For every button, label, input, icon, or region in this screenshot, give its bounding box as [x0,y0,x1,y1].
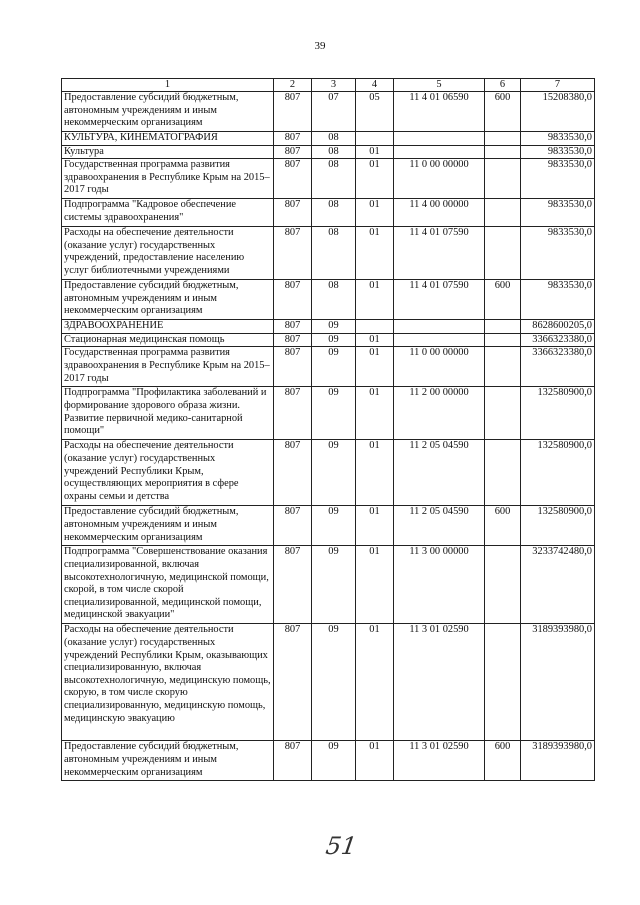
row-name-cell: Предоставление субсидий бюджетным, автономным учреждениям и иным некоммерческим организациям [62,506,274,546]
target-article-cell: 11 4 01 07590 [394,280,485,320]
row-name-cell: ЗДРАВООХРАНЕНИЕ [62,320,274,334]
row-name-cell: КУЛЬТУРА, КИНЕМАТОГРАФИЯ [62,132,274,146]
amount-cell: 132580900,0 [521,506,595,546]
amount-cell: 9833530,0 [521,227,595,280]
handwritten-page-number: 51 [324,832,359,860]
subsection-code-cell: 01 [356,506,394,546]
expense-type-cell: 600 [485,280,521,320]
table-row [62,320,595,334]
ministry-code-cell: 807 [274,132,312,146]
column-header: 2 [274,79,312,92]
row-name-cell: Расходы на обеспечение деятельности (оказание услуг) государственных учреждений Республики Крым, оказывающих специализированную, включая высокотехнологичную, медицинскую помощь, скорую, в том числе скорую специализированную, медицинскую помощь, медицинскую эвакуацию [62,624,274,741]
expense-type-cell [485,159,521,199]
ministry-code-cell: 807 [274,159,312,199]
amount-cell: 9833530,0 [521,280,595,320]
section-code-cell: 08 [312,145,356,159]
row-name-cell: Расходы на обеспечение деятельности (оказание услуг) государственных учреждений, предоставление населению услуг библиотечными учреждениями [62,227,274,280]
table-row [62,227,595,280]
subsection-code-cell: 01 [356,159,394,199]
section-code-cell: 09 [312,320,356,334]
row-name-cell: Государственная программа развития здравоохранения в Республике Крым на 2015–2017 годы [62,159,274,199]
expense-type-cell [485,132,521,146]
ministry-code-cell: 807 [274,199,312,227]
section-code-cell: 09 [312,741,356,781]
ministry-code-cell: 807 [274,227,312,280]
column-header: 1 [62,79,274,92]
section-code-cell: 09 [312,506,356,546]
target-article-cell: 11 2 05 04590 [394,506,485,546]
table-row [62,199,595,227]
table-row [62,159,595,199]
subsection-code-cell: 05 [356,92,394,132]
amount-cell: 8628600205,0 [521,320,595,334]
section-code-cell: 09 [312,387,356,440]
section-code-cell: 08 [312,280,356,320]
expense-type-cell [485,320,521,334]
section-code-cell: 09 [312,440,356,506]
amount-cell: 3233742480,0 [521,546,595,624]
section-code-cell: 08 [312,132,356,146]
ministry-code-cell: 807 [274,145,312,159]
amount-cell: 132580900,0 [521,387,595,440]
amount-cell: 9833530,0 [521,145,595,159]
target-article-cell: 11 0 00 00000 [394,159,485,199]
target-article-cell: 11 3 01 02590 [394,741,485,781]
expense-type-cell [485,333,521,347]
ministry-code-cell: 807 [274,280,312,320]
target-article-cell [394,333,485,347]
ministry-code-cell: 807 [274,92,312,132]
subsection-code-cell: 01 [356,440,394,506]
table-row [62,387,595,440]
section-code-cell: 09 [312,347,356,387]
target-article-cell: 11 3 01 02590 [394,624,485,741]
amount-cell: 3366323380,0 [521,347,595,387]
column-header: 4 [356,79,394,92]
subsection-code-cell: 01 [356,333,394,347]
expense-type-cell [485,145,521,159]
table-row [62,145,595,159]
row-name-cell: Расходы на обеспечение деятельности (оказание услуг) государственных учреждений Республики Крым, осуществляющих мероприятия в сфере охраны семьи и детства [62,440,274,506]
target-article-cell [394,320,485,334]
ministry-code-cell: 807 [274,333,312,347]
subsection-code-cell: 01 [356,347,394,387]
section-code-cell: 09 [312,333,356,347]
target-article-cell [394,132,485,146]
expense-type-cell [485,624,521,741]
amount-cell: 3366323380,0 [521,333,595,347]
amount-cell: 15208380,0 [521,92,595,132]
expense-type-cell [485,440,521,506]
table-row [62,132,595,146]
amount-cell: 132580900,0 [521,440,595,506]
budget-table [61,78,595,781]
table-row [62,624,595,741]
column-number-row [62,79,595,92]
subsection-code-cell: 01 [356,546,394,624]
subsection-code-cell: 01 [356,280,394,320]
expense-type-cell [485,387,521,440]
subsection-code-cell [356,320,394,334]
target-article-cell: 11 4 01 07590 [394,227,485,280]
column-header: 6 [485,79,521,92]
row-name-cell: Стационарная медицинская помощь [62,333,274,347]
column-header: 5 [394,79,485,92]
subsection-code-cell: 01 [356,145,394,159]
subsection-code-cell: 01 [356,227,394,280]
row-name-cell: Подпрограмма "Профилактика заболеваний и формирование здорового образа жизни. Развитие первичной медико-санитарной помощи" [62,387,274,440]
subsection-code-cell: 01 [356,624,394,741]
table-row [62,741,595,781]
row-name-cell: Подпрограмма "Совершенствование оказания специализированной, включая высокотехнологичную, медицинской помощи, скорой, в том числе скорой специализированной, медицинской помощи, медицинской эвакуации" [62,546,274,624]
subsection-code-cell [356,132,394,146]
ministry-code-cell: 807 [274,347,312,387]
table-row [62,546,595,624]
table-row [62,333,595,347]
ministry-code-cell: 807 [274,506,312,546]
row-name-cell: Предоставление субсидий бюджетным, автономным учреждениям и иным некоммерческим организациям [62,92,274,132]
target-article-cell: 11 4 01 06590 [394,92,485,132]
target-article-cell: 11 2 00 00000 [394,387,485,440]
section-code-cell: 08 [312,159,356,199]
ministry-code-cell: 807 [274,741,312,781]
expense-type-cell: 600 [485,741,521,781]
table-row [62,347,595,387]
target-article-cell: 11 3 00 00000 [394,546,485,624]
table-row [62,506,595,546]
amount-cell: 9833530,0 [521,132,595,146]
section-code-cell: 08 [312,227,356,280]
ministry-code-cell: 807 [274,624,312,741]
amount-cell: 3189393980,0 [521,741,595,781]
row-name-cell: Подпрограмма "Кадровое обеспечение системы здравоохранения" [62,199,274,227]
amount-cell: 9833530,0 [521,159,595,199]
subsection-code-cell: 01 [356,741,394,781]
subsection-code-cell: 01 [356,387,394,440]
table-row [62,280,595,320]
target-article-cell: 11 2 05 04590 [394,440,485,506]
column-header: 7 [521,79,595,92]
section-code-cell: 09 [312,624,356,741]
target-article-cell: 11 4 00 00000 [394,199,485,227]
ministry-code-cell: 807 [274,440,312,506]
row-name-cell: Предоставление субсидий бюджетным, автономным учреждениям и иным некоммерческим организациям [62,741,274,781]
expense-type-cell [485,199,521,227]
amount-cell: 9833530,0 [521,199,595,227]
section-code-cell: 08 [312,199,356,227]
column-header: 3 [312,79,356,92]
section-code-cell: 09 [312,546,356,624]
expense-type-cell: 600 [485,506,521,546]
ministry-code-cell: 807 [274,320,312,334]
target-article-cell [394,145,485,159]
expense-type-cell [485,227,521,280]
page-number: 39 [314,40,326,52]
expense-type-cell [485,347,521,387]
ministry-code-cell: 807 [274,546,312,624]
row-name-cell: Культура [62,145,274,159]
row-name-cell: Предоставление субсидий бюджетным, автономным учреждениям и иным некоммерческим организациям [62,280,274,320]
expense-type-cell [485,546,521,624]
target-article-cell: 11 0 00 00000 [394,347,485,387]
subsection-code-cell: 01 [356,199,394,227]
table-row [62,440,595,506]
amount-cell: 3189393980,0 [521,624,595,741]
expense-type-cell: 600 [485,92,521,132]
section-code-cell: 07 [312,92,356,132]
ministry-code-cell: 807 [274,387,312,440]
table-row [62,92,595,132]
row-name-cell: Государственная программа развития здравоохранения в Республике Крым на 2015–2017 годы [62,347,274,387]
